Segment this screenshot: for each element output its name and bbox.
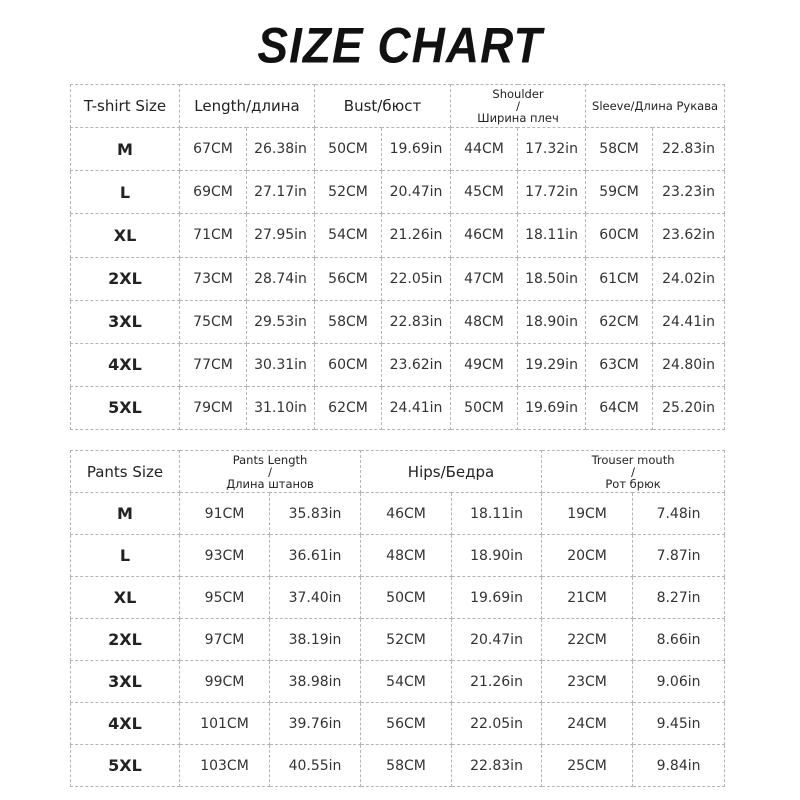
pants-table-body <box>71 493 725 787</box>
cell-bust-cm: 56CM <box>315 257 382 300</box>
cell-len-cm: 93CM <box>180 535 270 577</box>
cell-size: XL <box>71 577 180 619</box>
cell-len-in: 26.38in <box>247 128 315 171</box>
table-row <box>71 577 725 619</box>
table-row <box>71 214 725 257</box>
cell-len-in: 27.17in <box>247 171 315 214</box>
cell-hip-cm: 48CM <box>361 535 452 577</box>
table-row <box>71 661 725 703</box>
page-title: SIZE CHART <box>257 16 543 74</box>
cell-sh-cm: 48CM <box>451 300 518 343</box>
cell-bust-in: 22.83in <box>382 300 451 343</box>
cell-hip-cm: 56CM <box>361 703 452 745</box>
cell-sl-cm: 61CM <box>586 257 653 300</box>
cell-m-cm: 22CM <box>542 619 633 661</box>
cell-m-in: 8.66in <box>633 619 725 661</box>
cell-len-cm: 73CM <box>180 257 247 300</box>
cell-len-cm: 101CM <box>180 703 270 745</box>
cell-sh-in: 17.72in <box>518 171 586 214</box>
table-header-row <box>71 451 725 493</box>
cell-bust-cm: 54CM <box>315 214 382 257</box>
cell-m-in: 8.27in <box>633 577 725 619</box>
tshirt-table-body <box>71 128 725 430</box>
header-bust: Bust/бюст <box>315 85 451 128</box>
cell-size: L <box>71 171 180 214</box>
cell-hip-cm: 50CM <box>361 577 452 619</box>
table-row <box>71 745 725 787</box>
header-shoulder <box>451 85 586 128</box>
cell-len-cm: 103CM <box>180 745 270 787</box>
header-shoulder-en: Shoulder <box>492 87 544 102</box>
cell-sl-in: 24.41in <box>653 300 725 343</box>
cell-hip-in: 22.83in <box>452 745 542 787</box>
cell-len-cm: 69CM <box>180 171 247 214</box>
cell-size: L <box>71 535 180 577</box>
cell-len-in: 29.53in <box>247 300 315 343</box>
header-pants-length <box>180 451 361 493</box>
table-row <box>71 128 725 171</box>
cell-len-in: 38.19in <box>270 619 361 661</box>
cell-bust-in: 21.26in <box>382 214 451 257</box>
cell-size: 3XL <box>71 661 180 703</box>
cell-sh-cm: 44CM <box>451 128 518 171</box>
cell-len-cm: 67CM <box>180 128 247 171</box>
cell-bust-in: 22.05in <box>382 257 451 300</box>
cell-hip-in: 22.05in <box>452 703 542 745</box>
cell-size: 5XL <box>71 386 180 429</box>
header-trouser-mouth <box>542 451 725 493</box>
cell-sh-cm: 47CM <box>451 257 518 300</box>
header-sleeve: Sleeve/Длина Рукава <box>586 85 725 128</box>
table-row <box>71 703 725 745</box>
cell-sl-in: 23.62in <box>653 214 725 257</box>
cell-len-in: 37.40in <box>270 577 361 619</box>
cell-hip-cm: 54CM <box>361 661 452 703</box>
cell-sl-cm: 60CM <box>586 214 653 257</box>
header-pants-length-en: Pants Length <box>232 452 308 467</box>
cell-sh-cm: 50CM <box>451 386 518 429</box>
cell-m-cm: 24CM <box>542 703 633 745</box>
table-header-row <box>71 85 725 128</box>
cell-bust-cm: 62CM <box>315 386 382 429</box>
pants-size-table <box>70 450 725 787</box>
header-trouser-mouth-ru: Рот брюк <box>605 476 661 491</box>
cell-len-in: 39.76in <box>270 703 361 745</box>
cell-sl-cm: 62CM <box>586 300 653 343</box>
cell-sh-cm: 45CM <box>451 171 518 214</box>
cell-sh-cm: 46CM <box>451 214 518 257</box>
cell-size: 3XL <box>71 300 180 343</box>
cell-m-cm: 20CM <box>542 535 633 577</box>
cell-len-cm: 77CM <box>180 343 247 386</box>
table-row <box>71 171 725 214</box>
table-row <box>71 343 725 386</box>
cell-len-cm: 79CM <box>180 386 247 429</box>
cell-bust-in: 23.62in <box>382 343 451 386</box>
header-hips: Hips/Бедра <box>361 451 542 493</box>
cell-m-in: 7.87in <box>633 535 725 577</box>
cell-bust-in: 19.69in <box>382 128 451 171</box>
cell-m-in: 9.45in <box>633 703 725 745</box>
cell-len-in: 28.74in <box>247 257 315 300</box>
table-row <box>71 300 725 343</box>
cell-len-in: 35.83in <box>270 493 361 535</box>
cell-size: M <box>71 493 180 535</box>
cell-sh-in: 18.11in <box>518 214 586 257</box>
cell-len-in: 40.55in <box>270 745 361 787</box>
cell-size: 4XL <box>71 703 180 745</box>
cell-sl-in: 22.83in <box>653 128 725 171</box>
cell-len-cm: 75CM <box>180 300 247 343</box>
cell-m-cm: 25CM <box>542 745 633 787</box>
cell-len-cm: 71CM <box>180 214 247 257</box>
cell-sl-in: 23.23in <box>653 171 725 214</box>
cell-len-cm: 99CM <box>180 661 270 703</box>
header-trouser-mouth-sep: / <box>631 464 635 479</box>
cell-sh-in: 19.69in <box>518 386 586 429</box>
table-row <box>71 535 725 577</box>
cell-size: 2XL <box>71 619 180 661</box>
cell-size: 4XL <box>71 343 180 386</box>
cell-sl-cm: 59CM <box>586 171 653 214</box>
header-length: Length/длина <box>180 85 315 128</box>
cell-sh-in: 19.29in <box>518 343 586 386</box>
cell-len-in: 36.61in <box>270 535 361 577</box>
cell-len-in: 38.98in <box>270 661 361 703</box>
cell-hip-cm: 46CM <box>361 493 452 535</box>
cell-len-cm: 91CM <box>180 493 270 535</box>
cell-sl-in: 24.02in <box>653 257 725 300</box>
tshirt-size-table <box>70 84 725 430</box>
cell-bust-cm: 52CM <box>315 171 382 214</box>
cell-bust-cm: 58CM <box>315 300 382 343</box>
cell-hip-in: 20.47in <box>452 619 542 661</box>
cell-hip-cm: 52CM <box>361 619 452 661</box>
cell-hip-cm: 58CM <box>361 745 452 787</box>
cell-hip-in: 21.26in <box>452 661 542 703</box>
cell-len-in: 27.95in <box>247 214 315 257</box>
cell-sh-in: 17.32in <box>518 128 586 171</box>
header-pants-length-sep: / <box>268 464 272 479</box>
header-shoulder-ru: Ширина плеч <box>477 111 559 126</box>
cell-m-in: 9.84in <box>633 745 725 787</box>
cell-len-cm: 97CM <box>180 619 270 661</box>
cell-sh-in: 18.50in <box>518 257 586 300</box>
cell-m-in: 9.06in <box>633 661 725 703</box>
cell-m-cm: 19CM <box>542 493 633 535</box>
cell-m-cm: 21CM <box>542 577 633 619</box>
table-row <box>71 257 725 300</box>
cell-sl-cm: 63CM <box>586 343 653 386</box>
header-shoulder-sep: / <box>516 99 520 114</box>
cell-sl-cm: 64CM <box>586 386 653 429</box>
table-row <box>71 493 725 535</box>
header-tshirt-size: T-shirt Size <box>71 85 180 128</box>
cell-m-cm: 23CM <box>542 661 633 703</box>
cell-sl-in: 24.80in <box>653 343 725 386</box>
header-pants-length-ru: Длина штанов <box>226 476 314 491</box>
cell-size: XL <box>71 214 180 257</box>
cell-bust-in: 20.47in <box>382 171 451 214</box>
cell-len-cm: 95CM <box>180 577 270 619</box>
cell-hip-in: 18.11in <box>452 493 542 535</box>
header-pants-size: Pants Size <box>71 451 180 493</box>
cell-bust-cm: 50CM <box>315 128 382 171</box>
cell-len-in: 31.10in <box>247 386 315 429</box>
cell-hip-in: 19.69in <box>452 577 542 619</box>
header-trouser-mouth-en: Trouser mouth <box>591 452 675 467</box>
cell-bust-in: 24.41in <box>382 386 451 429</box>
cell-sl-in: 25.20in <box>653 386 725 429</box>
cell-size: M <box>71 128 180 171</box>
cell-m-in: 7.48in <box>633 493 725 535</box>
cell-hip-in: 18.90in <box>452 535 542 577</box>
table-row <box>71 386 725 429</box>
table-row <box>71 619 725 661</box>
cell-len-in: 30.31in <box>247 343 315 386</box>
cell-sl-cm: 58CM <box>586 128 653 171</box>
cell-sh-cm: 49CM <box>451 343 518 386</box>
cell-sh-in: 18.90in <box>518 300 586 343</box>
cell-size: 5XL <box>71 745 180 787</box>
cell-bust-cm: 60CM <box>315 343 382 386</box>
cell-size: 2XL <box>71 257 180 300</box>
